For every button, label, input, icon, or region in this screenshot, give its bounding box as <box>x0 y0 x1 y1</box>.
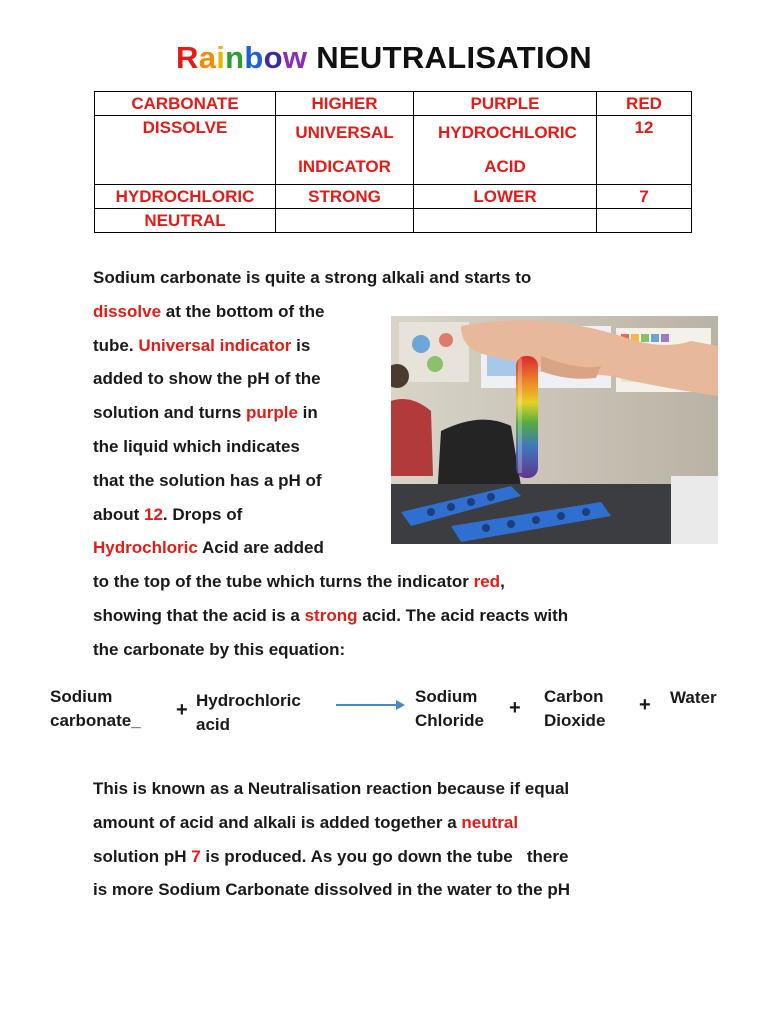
table-cell: LOWER <box>414 185 597 209</box>
table-cell <box>597 209 692 233</box>
table-cell: HIGHER <box>276 92 414 116</box>
reaction-arrow-icon <box>336 697 406 713</box>
table-cell: PURPLE <box>414 92 597 116</box>
rainbow-letter: R <box>176 40 199 75</box>
keyword: Universal indicator <box>138 335 292 355</box>
text-line: solution pH 7 is produced. As you go down the tube there <box>93 846 569 866</box>
reactant-sodium-carbonate: Sodium carbonate_ <box>50 687 141 730</box>
text-line: This is known as a Neutralisation reaction because if equal <box>93 779 570 798</box>
text-line: Sodium carbonate is quite a strong alkali and starts to <box>93 268 532 287</box>
table-cell <box>414 209 597 233</box>
table-cell: 7 <box>597 185 692 209</box>
plus-sign: + <box>176 699 188 721</box>
reactant-hydrochloric-acid: Hydrochloric acid <box>196 691 301 734</box>
table-row <box>95 209 692 233</box>
plus-sign: + <box>639 694 651 716</box>
table-row <box>95 185 692 209</box>
photo-illustration <box>391 316 718 544</box>
table-cell: RED <box>597 92 692 116</box>
text-line: the carbonate by this equation: <box>93 639 346 659</box>
table-cell: HYDROCHLORIC ACID <box>414 116 597 185</box>
keyword: dissolve <box>93 301 162 321</box>
rainbow-letter: a <box>198 40 217 75</box>
rainbow-word <box>176 40 307 75</box>
text-line: showing that the acid is a strong acid. The acid reacts with <box>93 605 569 625</box>
keyword-table <box>94 91 692 233</box>
table-cell: DISSOLVE <box>95 116 276 185</box>
keyword: 7 <box>191 846 201 866</box>
page-title <box>0 40 768 76</box>
text-line: dissolve at the bottom of the <box>93 301 325 321</box>
text-line: Hydrochloric Acid are added <box>93 538 324 558</box>
product-water: Water <box>670 688 717 707</box>
text-line: added to show the pH of the <box>93 369 321 389</box>
table-cell: CARBONATE <box>95 92 276 116</box>
rainbow-letter: b <box>244 40 264 75</box>
keyword: Hydrochloric <box>93 538 198 558</box>
table-row <box>95 116 692 185</box>
rainbow-letter: w <box>282 40 308 75</box>
rainbow-letter: o <box>263 40 283 75</box>
text-line: solution and turns purple in <box>93 403 318 423</box>
text-line: that the solution has a pH of <box>93 470 322 490</box>
rainbow-tube-photo <box>391 316 718 544</box>
table-cell <box>276 209 414 233</box>
explanation-paragraph <box>93 772 693 907</box>
text-line: is more Sodium Carbonate dissolved in the water to the pH <box>93 880 571 900</box>
text-line: to the top of the tube which turns the indicator red, <box>93 572 505 592</box>
product-carbon-dioxide: Carbon Dioxide <box>544 687 606 730</box>
table-cell: HYDROCHLORIC <box>95 185 276 209</box>
text-line: amount of acid and alkali is added together a neutral <box>93 812 519 832</box>
table-cell: NEUTRAL <box>95 209 276 233</box>
keyword: 12 <box>144 504 163 524</box>
table-cell: 12 <box>597 116 692 185</box>
table-cell: STRONG <box>276 185 414 209</box>
plus-sign: + <box>509 697 521 719</box>
table-cell: UNIVERSAL INDICATOR <box>276 116 414 185</box>
text-line: the liquid which indicates <box>93 436 300 456</box>
text-line: tube. Universal indicator is <box>93 335 311 355</box>
table-row <box>95 92 692 116</box>
keyword: red <box>473 572 501 592</box>
rainbow-letter: i <box>216 40 226 75</box>
text-line: about 12. Drops of <box>93 504 243 524</box>
keyword: purple <box>246 403 298 423</box>
keyword: neutral <box>461 812 519 832</box>
product-sodium-chloride: Sodium Chloride <box>415 687 484 730</box>
title-neutralisation: NEUTRALISATION <box>316 40 592 75</box>
keyword: strong <box>304 605 358 625</box>
rainbow-letter: n <box>225 40 245 75</box>
